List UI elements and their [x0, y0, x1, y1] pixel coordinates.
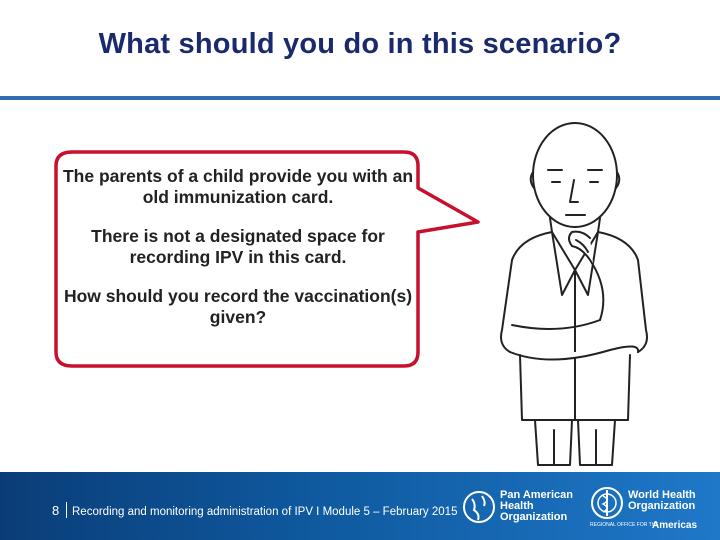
paho-logo-text [500, 490, 573, 523]
paho-line-2: Health [500, 500, 534, 512]
slide-title: What should you do in this scenario? [98, 28, 622, 60]
page-number: 8 [52, 503, 60, 518]
paho-globe-icon [462, 490, 496, 524]
who-line-1: World Health [628, 489, 696, 501]
who-emblem-icon [590, 486, 624, 520]
bubble-paragraph-1: The parents of a child provide you with an old immunization card. [62, 166, 414, 207]
paho-line-3: Organization [500, 511, 568, 523]
footer-text: Recording and monitoring administration of IPV I Module 5 – February 2015 [72, 506, 458, 518]
who-line-2: Organization [628, 500, 696, 512]
footer-bar [0, 472, 720, 540]
who-regional-office-text: REGIONAL OFFICE FOR THE [590, 522, 659, 528]
footer-separator [66, 502, 67, 518]
thinking-man-illustration [490, 120, 660, 475]
paho-line-1: Pan American [500, 489, 573, 501]
who-logo-text [628, 490, 696, 512]
bubble-paragraph-3: How should you record the vaccination(s) given? [63, 286, 413, 327]
who-region-text: Americas [652, 520, 698, 531]
bubble-text [58, 166, 418, 346]
bubble-paragraph-2: There is not a designated space for recording IPV in this card. [91, 226, 385, 267]
